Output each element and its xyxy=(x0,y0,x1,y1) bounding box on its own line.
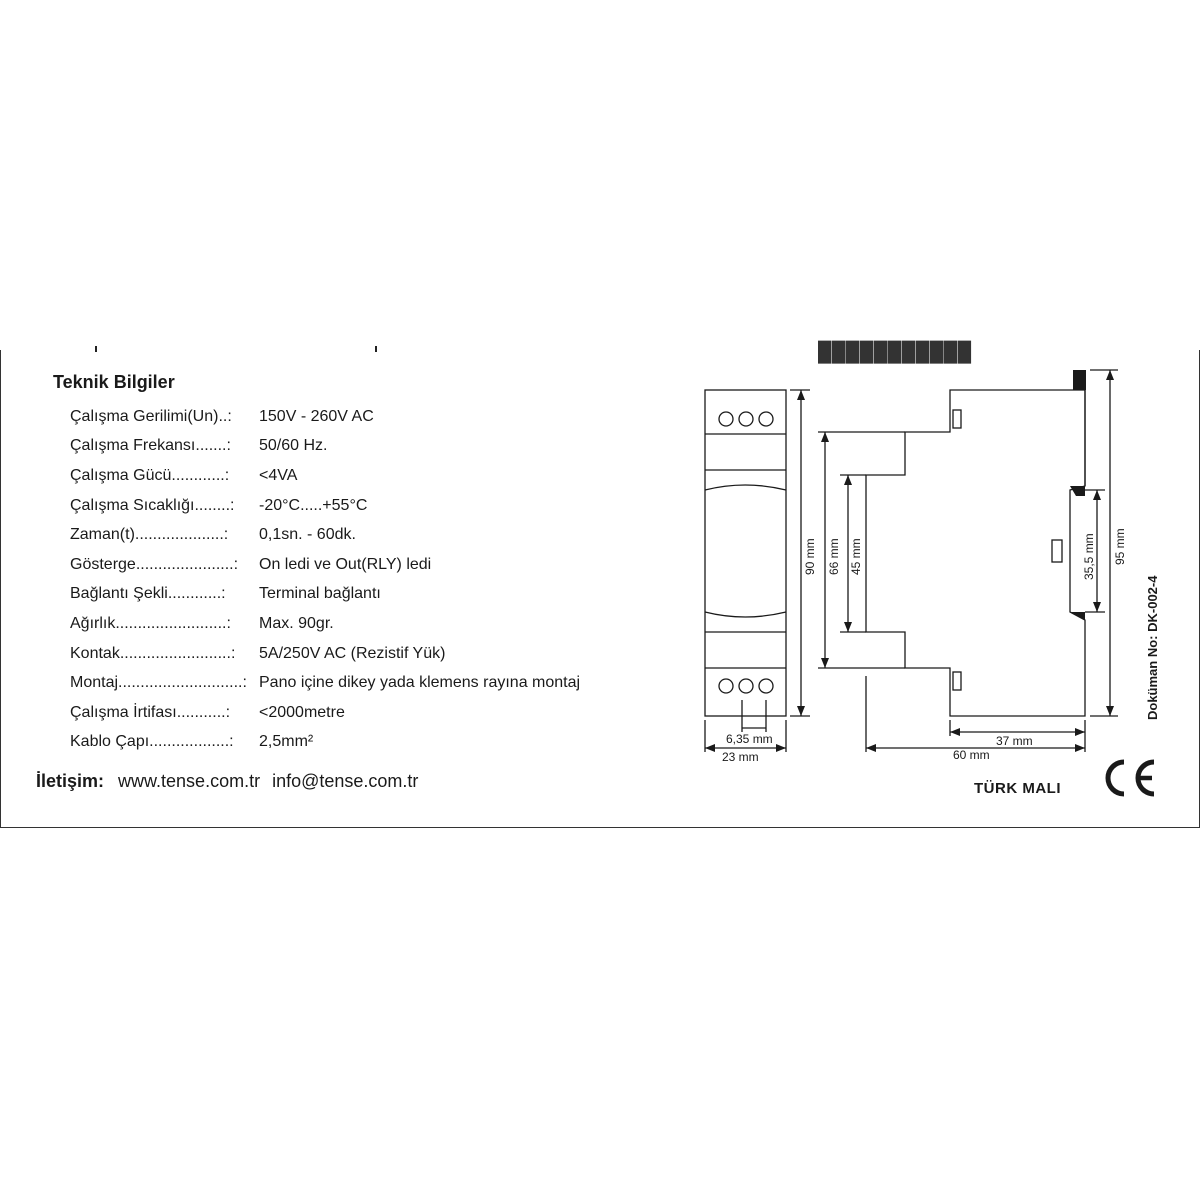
dim-label-35: 35,5 mm xyxy=(1082,533,1096,580)
dim-label-90: 90 mm xyxy=(803,538,817,575)
spec-value: Pano içine dikey yada klemens rayına montaj xyxy=(259,674,581,692)
spec-list xyxy=(70,402,580,757)
dim-label-60: 60 mm xyxy=(953,748,990,762)
terminal-screw xyxy=(739,412,753,426)
spec-value: On ledi ve Out(RLY) ledi xyxy=(259,555,432,573)
spec-row xyxy=(70,550,580,580)
spec-row xyxy=(70,402,580,432)
spec-label: Çalışma Sıcaklığı........: xyxy=(70,496,235,514)
section-title: Teknik Bilgiler xyxy=(53,372,175,392)
cut-mark xyxy=(375,346,377,352)
spec-value: Terminal bağlantı xyxy=(259,585,381,603)
spec-label: Bağlantı Şekli............: xyxy=(70,585,226,603)
spec-row xyxy=(70,728,580,758)
spec-row xyxy=(70,580,580,610)
contact-line xyxy=(36,771,418,792)
spec-value: 150V - 260V AC xyxy=(259,407,374,425)
spec-row xyxy=(70,491,580,521)
dim-label-23: 23 mm xyxy=(722,750,759,764)
spec-label: Çalışma İrtifası...........: xyxy=(70,703,231,721)
dim-label-635: 6,35 mm xyxy=(726,732,773,746)
spec-label: Çalışma Gerilimi(Un)..: xyxy=(70,407,232,425)
spec-label: Gösterge......................: xyxy=(70,555,239,573)
terminal-screw xyxy=(719,412,733,426)
terminal-screw xyxy=(759,679,773,693)
spec-label: Zaman(t)....................: xyxy=(70,526,229,544)
spec-row xyxy=(70,668,580,698)
dimension-drawing xyxy=(690,360,1127,770)
spec-label: Çalışma Frekansı.......: xyxy=(70,437,231,455)
email-link[interactable]: info@tense.com.tr xyxy=(272,771,419,791)
cut-mark xyxy=(95,346,97,352)
spec-label: Ağırlık.........................: xyxy=(70,614,231,632)
website-link[interactable]: www.tense.com.tr xyxy=(118,771,261,791)
terminal-screw xyxy=(739,679,753,693)
spec-value: Max. 90gr. xyxy=(259,614,334,632)
spec-value: <4VA xyxy=(259,466,298,484)
front-view-body xyxy=(705,390,786,716)
ce-mark-logo xyxy=(1098,756,1160,800)
spec-label: Kablo Çapı..................: xyxy=(70,733,234,751)
terminal-screw xyxy=(759,412,773,426)
spec-row xyxy=(70,432,580,462)
spec-value: 50/60 Hz. xyxy=(259,437,328,455)
clipped-heading: ███████████ xyxy=(818,342,972,363)
spec-row xyxy=(70,609,580,639)
terminal-screw xyxy=(719,679,733,693)
spec-value: <2000metre xyxy=(259,703,345,721)
spec-value: -20°C.....+55°C xyxy=(259,496,368,514)
spec-row xyxy=(70,520,580,550)
dim-label-66: 66 mm xyxy=(827,538,841,575)
spec-label: Kontak.........................: xyxy=(70,644,236,662)
dim-label-37: 37 mm xyxy=(996,734,1033,748)
spec-row xyxy=(70,698,580,728)
spec-value: 2,5mm² xyxy=(259,733,314,751)
spec-row xyxy=(70,461,580,491)
spec-row xyxy=(70,639,580,669)
origin-label: TÜRK MALI xyxy=(974,780,1061,797)
spec-value: 5A/250V AC (Rezistif Yük) xyxy=(259,644,446,662)
spec-label: Çalışma Gücü............: xyxy=(70,466,230,484)
contact-label: İletişim: xyxy=(36,771,105,791)
document-number: Doküman No: DK-002-4 xyxy=(1145,575,1160,720)
dim-label-45: 45 mm xyxy=(849,538,863,575)
spec-label: Montaj............................: xyxy=(70,674,247,692)
dim-label-95: 95 mm xyxy=(1113,528,1127,565)
spec-value: 0,1sn. - 60dk. xyxy=(259,526,356,544)
